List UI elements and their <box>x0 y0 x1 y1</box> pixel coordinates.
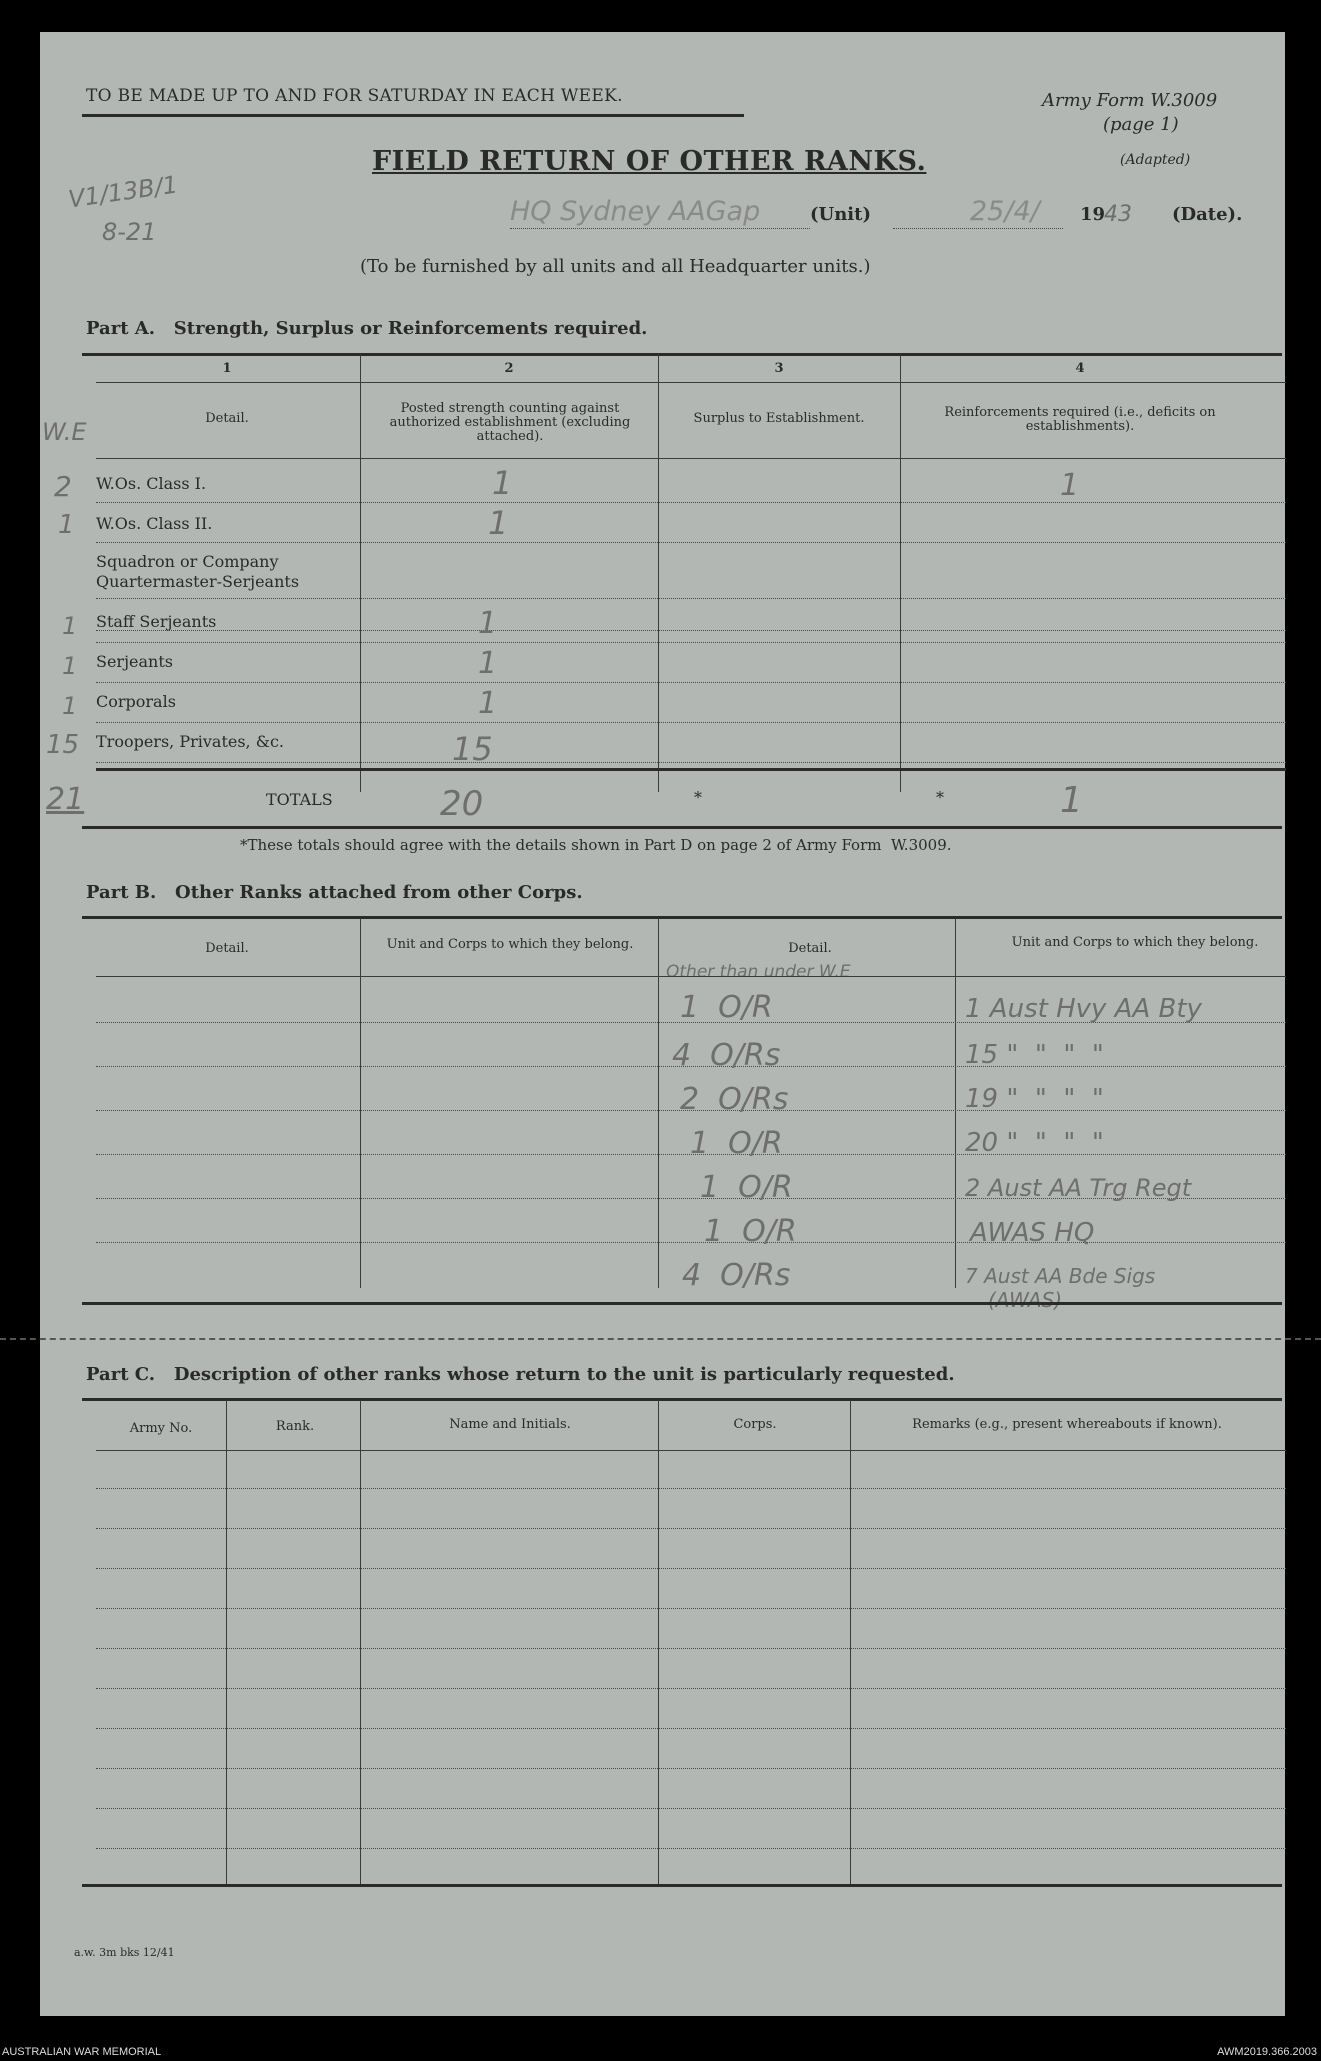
row-label: W.Os. Class II. <box>96 514 213 533</box>
row-we: 1 <box>58 510 75 540</box>
form-sheet <box>40 32 1285 2016</box>
date-fill-line <box>893 228 1063 229</box>
b-entry-detail: 1 O/R <box>704 1214 797 1249</box>
c-row-rule <box>96 1648 1286 1649</box>
page-label: (page 1) <box>1103 114 1179 135</box>
col-num-1: 1 <box>222 361 232 376</box>
caption-left: AUSTRALIAN WAR MEMORIAL <box>2 2046 162 2058</box>
header-surplus: Surplus to Establishment. <box>693 411 865 426</box>
header-posted: Posted strength counting against authorized establishment (excluding attached). <box>389 401 631 444</box>
hw-reference-2: 8-21 <box>102 218 157 246</box>
print-code: a.w. 3m bks 12/41 <box>74 1946 175 1959</box>
totals-label: TOTALS <box>266 790 333 809</box>
hw-subheader: Other than under W.E <box>666 962 851 982</box>
part-c-title: Part C. Description of other ranks whose return to the unit is particularly requested. <box>86 1364 955 1385</box>
c-bottom-rule <box>82 1884 1282 1887</box>
row-posted: 1 <box>492 464 513 502</box>
row-label: W.Os. Class I. <box>96 474 207 493</box>
totals-top-rule <box>96 768 1286 771</box>
b-col-divider-1 <box>360 918 361 1288</box>
part-b-title: Part B. Other Ranks attached from other Corps. <box>86 882 583 903</box>
part-a-title: Part A. Strength, Surplus or Reinforcements required. <box>86 318 648 339</box>
c-col-divider-4 <box>850 1400 851 1884</box>
row-label: Troopers, Privates, &c. <box>96 732 285 751</box>
header-detail: Detail. <box>205 411 249 426</box>
part-c-top-rule <box>82 1398 1282 1401</box>
row-rule <box>96 630 1286 631</box>
b-entry-detail: 4 O/Rs <box>682 1258 791 1293</box>
c-col-divider-2 <box>360 1400 361 1884</box>
row-we: 1 <box>62 652 78 680</box>
b-entry-unit: 1 Aust Hvy AA Bty <box>965 994 1202 1024</box>
col-num-rule <box>96 382 1286 383</box>
perforation-line <box>0 1338 1321 1340</box>
form-number: Army Form W.3009 <box>1042 90 1218 111</box>
totals-reinf: 1 <box>1060 780 1083 821</box>
col-num-3: 3 <box>774 361 784 376</box>
row-we: 1 <box>62 612 78 640</box>
b-entry-unit: 20 " " " " <box>965 1128 1104 1158</box>
part-b-top-rule <box>82 916 1282 919</box>
c-col-divider-1 <box>226 1400 227 1884</box>
b-col-divider-2 <box>658 918 659 1288</box>
hw-we: W.E <box>42 418 87 446</box>
b-entry-unit: 7 Aust AA Bde Sigs <box>965 1264 1156 1288</box>
part-a-top-rule <box>82 353 1282 356</box>
b-entry-unit: 15 " " " " <box>965 1040 1104 1070</box>
row-rule <box>96 598 1286 599</box>
part-a-footnote: *These totals should agree with the details shown in Part D on page 2 of Army Form W.3009. <box>240 836 952 854</box>
c-row-rule <box>96 1568 1286 1569</box>
b-row-rule <box>96 1242 1286 1243</box>
adapted-label: (Adapted) <box>1120 152 1191 168</box>
row-posted: 15 <box>452 730 493 768</box>
caption-right: AWM2019.366.2003 <box>1217 2046 1317 2058</box>
b-header-detail: Detail. <box>205 941 249 956</box>
instruction-text: TO BE MADE UP TO AND FOR SATURDAY IN EACH WEEK. <box>86 86 623 106</box>
row-rule <box>96 502 1286 503</box>
hw-totals-we: 21 <box>46 782 85 817</box>
b-entry-unit: 19 " " " " <box>965 1084 1104 1114</box>
b-entry-detail: 4 O/Rs <box>672 1038 781 1073</box>
row-label: Corporals <box>96 692 176 711</box>
b-entry-detail: 1 O/R <box>690 1126 783 1161</box>
row-posted: 1 <box>478 606 498 641</box>
b-col-divider-3 <box>955 918 956 1288</box>
hw-awas: (AWAS) <box>988 1288 1063 1312</box>
row-posted: 1 <box>478 646 498 681</box>
c-row-rule <box>96 1608 1286 1609</box>
part-b-bottom-rule <box>82 1302 1282 1305</box>
hw-year: 43 <box>1104 202 1132 227</box>
col-divider-1 <box>360 354 361 792</box>
c-col-divider-3 <box>658 1400 659 1884</box>
c-row-rule <box>96 1688 1286 1689</box>
header-reinforcements: Reinforcements required (i.e., deficits on establishments). <box>944 405 1216 434</box>
totals-surplus-star: * <box>694 788 702 807</box>
hw-date: 25/4/ <box>970 196 1040 227</box>
col-divider-2 <box>658 354 659 792</box>
row-rule <box>96 542 1286 543</box>
row-rule <box>96 722 1286 723</box>
unit-fill-line <box>510 228 810 229</box>
b-header-unit-2: Unit and Corps to which they belong. <box>1011 935 1259 950</box>
b-header-rule <box>96 976 1286 977</box>
row-rule <box>96 762 1286 763</box>
row-posted: 1 <box>488 504 509 542</box>
c-row-rule <box>96 1768 1286 1769</box>
c-row-rule <box>96 1808 1286 1809</box>
instruction-underline <box>82 114 744 117</box>
c-row-rule <box>96 1528 1286 1529</box>
col-divider-3 <box>900 354 901 792</box>
c-header-rank: Rank. <box>275 1419 315 1434</box>
c-row-rule <box>96 1728 1286 1729</box>
b-header-detail-2: Detail. <box>788 941 832 956</box>
row-label: Serjeants <box>96 652 173 671</box>
c-row-rule <box>96 1848 1286 1849</box>
row-posted: 1 <box>478 686 498 721</box>
c-header-army-no: Army No. <box>129 1421 193 1436</box>
c-header-corps: Corps. <box>733 1417 777 1432</box>
b-entry-unit: 2 Aust AA Trg Regt <box>965 1174 1192 1202</box>
header-rule <box>96 458 1286 459</box>
totals-reinf-star: * <box>936 788 944 807</box>
c-header-name: Name and Initials. <box>449 1417 571 1432</box>
row-label: Staff Serjeants <box>96 612 217 631</box>
col-num-2: 2 <box>504 361 514 376</box>
row-label: Squadron or Company Quartermaster-Serjeants <box>96 552 300 591</box>
b-entry-detail: 1 O/R <box>700 1170 793 1205</box>
totals-bottom-rule <box>82 826 1282 829</box>
hw-reference: V1/13B/1 <box>66 170 180 214</box>
unit-label: (Unit) <box>810 204 871 225</box>
row-reinf: 1 <box>1060 468 1080 503</box>
form-note: (To be furnished by all units and all Headquarter units.) <box>360 256 871 277</box>
c-header-rule <box>96 1450 1286 1451</box>
row-we: 2 <box>54 470 72 503</box>
b-entry-detail: 1 O/R <box>680 990 773 1025</box>
b-entry-detail: 2 O/Rs <box>680 1082 789 1117</box>
c-header-remarks: Remarks (e.g., present whereabouts if known). <box>912 1417 1222 1432</box>
b-header-unit: Unit and Corps to which they belong. <box>386 937 634 952</box>
date-label: (Date). <box>1172 204 1243 225</box>
row-we: 1 <box>62 692 78 720</box>
year-prefix: 19 <box>1080 204 1106 225</box>
c-row-rule <box>96 1488 1286 1489</box>
row-rule <box>96 682 1286 683</box>
col-num-4: 4 <box>1075 361 1085 376</box>
row-rule <box>96 642 1286 643</box>
b-entry-unit: AWAS HQ <box>970 1218 1095 1248</box>
hw-unit: HQ Sydney AAGap <box>510 196 761 227</box>
form-title: FIELD RETURN OF OTHER RANKS. <box>372 146 927 177</box>
totals-posted: 20 <box>440 784 484 824</box>
row-we: 15 <box>46 730 80 760</box>
